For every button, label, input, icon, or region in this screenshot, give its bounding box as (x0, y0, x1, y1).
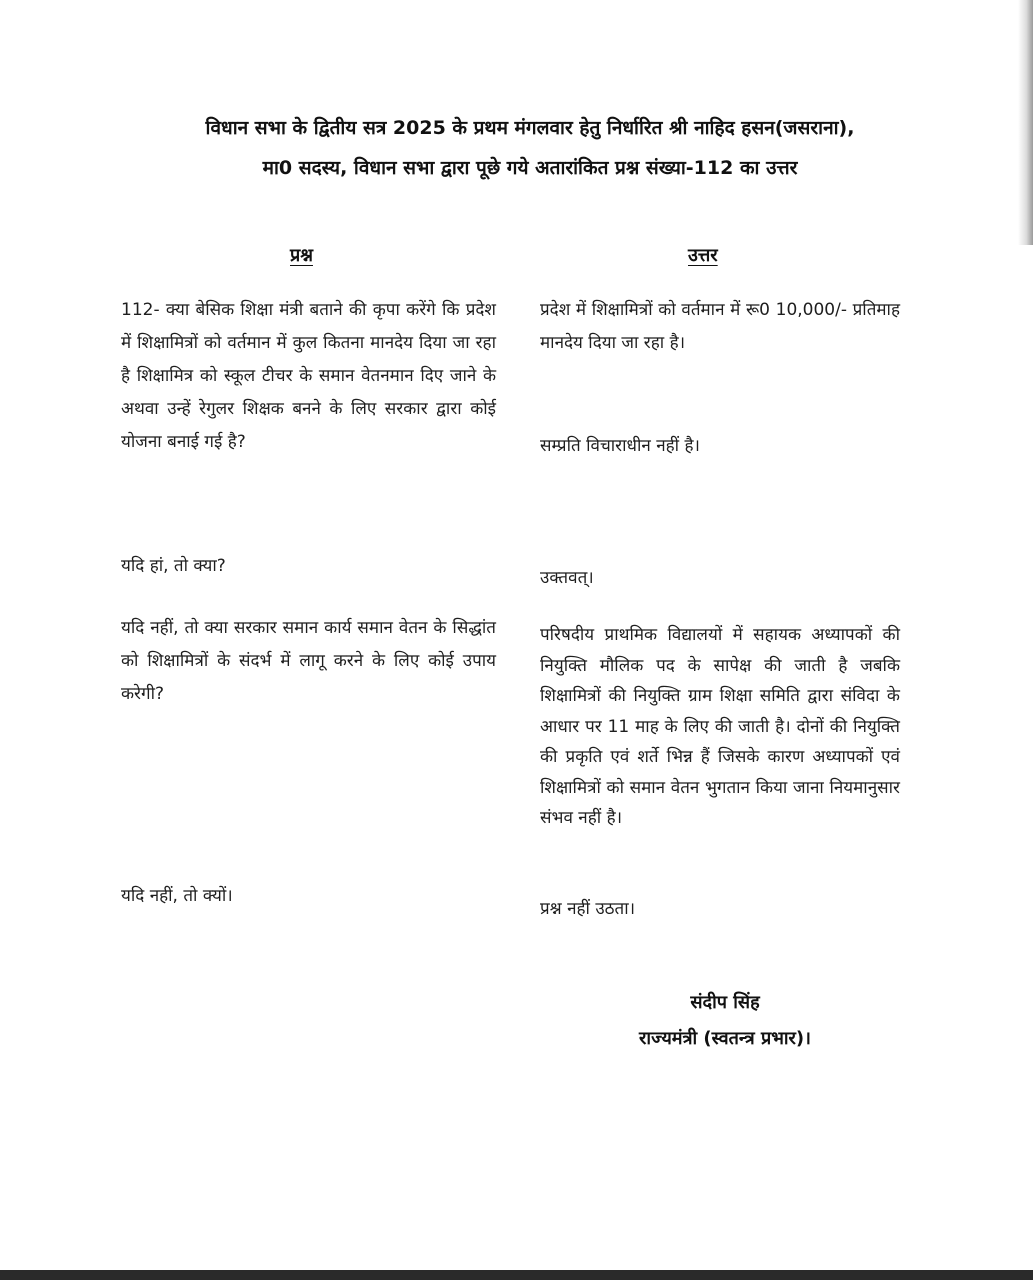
question-3: यदि नहीं, तो क्या सरकार समान कार्य समान वेतन के सिद्धांत को शिक्षामित्रों के संदर्भ में लागू करने के लिए कोई उपाय करेगी? (121, 618, 496, 704)
page-edge-shadow (1018, 0, 1033, 245)
signatory-designation: राज्यमंत्री (स्वतन्त्र प्रभार)। (639, 1028, 811, 1049)
question-4: यदि नहीं, तो क्यों। (121, 886, 233, 906)
answer-4: परिषदीय प्राथमिक विद्यालयों में सहायक अध्यापकों की नियुक्ति मौलिक पद के सापेक्ष की जाती है जबकि शिक्षामित्रों की नियुक्ति ग्राम शिक्षा समिति द्वारा संविदा के आधार पर 11 माह के लिए की जाती है। दोनों की नियुक्ति की प्रकृति एवं शर्ते भिन्न हैं जिसके कारण अध्यापकों एवं शिक्षामित्रों को समान वेतन भुगतान किया जाना नियमानुसार संभव नहीं है। (540, 625, 900, 828)
answer-5: प्रश्न नहीं उठता। (540, 899, 636, 919)
heading-line-2: मा0 सदस्य, विधान सभा द्वारा पूछे गये अतारांकित प्रश्न संख्या-112 का उत्तर (262, 157, 798, 179)
question-2: यदि हां, तो क्या? (121, 556, 226, 576)
signatory-name: संदीप सिंह (690, 992, 760, 1013)
heading-line-1: विधान सभा के द्वितीय सत्र 2025 के प्रथम मंगलवार हेतु निर्धारित श्री नाहिद हसन(जसराना), (205, 117, 855, 139)
answer-1: प्रदेश में शिक्षामित्रों को वर्तमान में रू0 10,000/- प्रतिमाह मानदेय दिया जा रहा है। (540, 300, 900, 353)
bottom-border (0, 1270, 1033, 1280)
answer-column-heading: उत्तर (688, 245, 718, 266)
answer-3: उक्तवत्। (540, 568, 594, 588)
document-heading (60, 108, 1000, 188)
question-1: 112- क्या बेसिक शिक्षा मंत्री बताने की कृपा करेंगे कि प्रदेश में शिक्षामित्रों को वर्तमान में कुल कितना मानदेय दिया जा रहा है शिक्षामित्र को स्कूल टीचर के समान वेतनमान दिए जाने के अथवा उन्हें रेगुलर शिक्षक बनने के लिए सरकार द्वारा कोई योजना बनाई गई है? (121, 300, 496, 452)
answer-2: सम्प्रति विचाराधीन नहीं है। (540, 436, 700, 456)
question-column-heading: प्रश्न (290, 245, 313, 266)
